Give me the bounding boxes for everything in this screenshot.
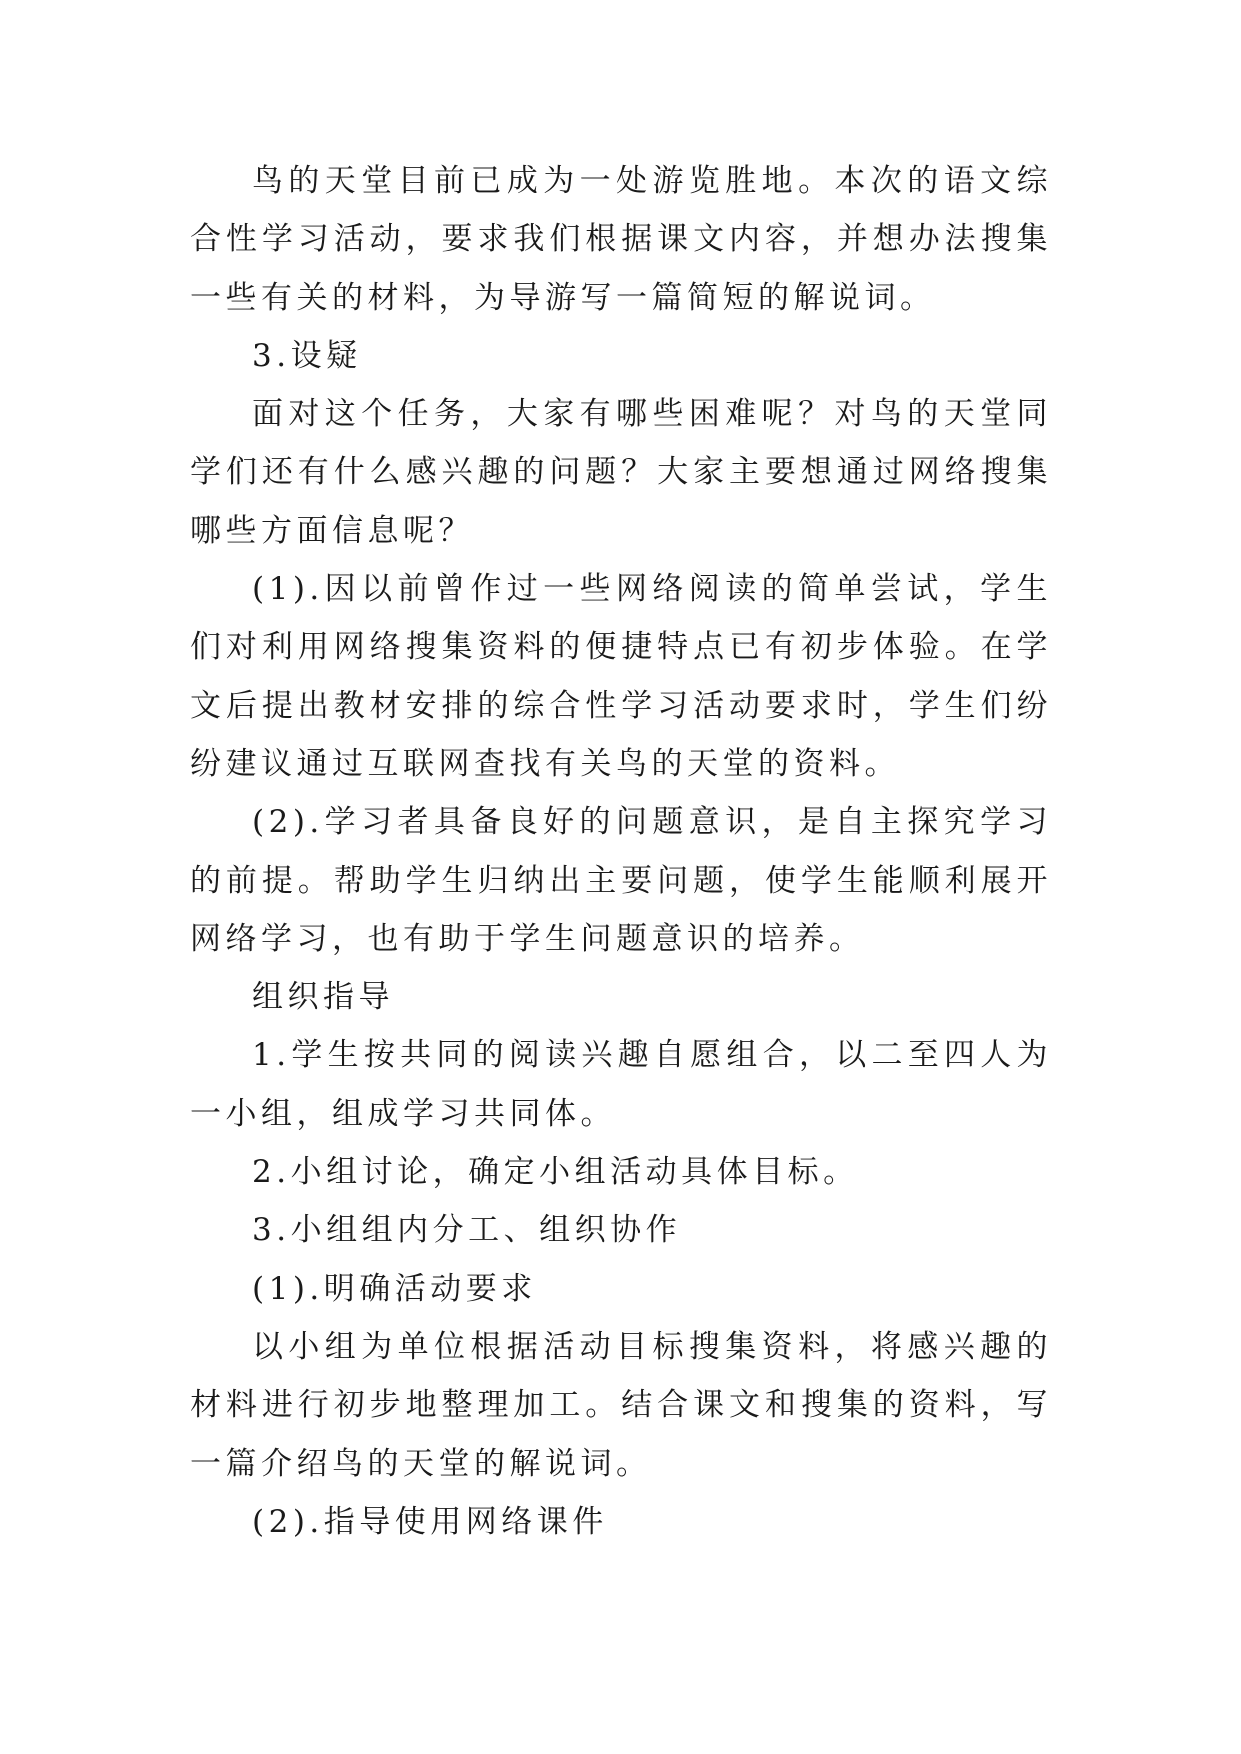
heading-guidance: 组织指导 — [252, 979, 394, 1016]
paragraph-requirements: 以小组为单位根据活动目标搜集资料，将感兴趣的材料进行初步地整理加工。结合课文和搜集的资料，写一篇介绍鸟的天堂的解说词。 — [190, 1328, 1052, 1482]
paragraph-step-2: 2.小组讨论，确定小组活动具体目标。 — [252, 1154, 859, 1191]
document-page — [190, 152, 1052, 1551]
paragraph-step-1: 1.学生按共同的阅读兴趣自愿组合，以二至四人为一小组，组成学习共同体。 — [190, 1037, 1052, 1132]
paragraph-step-3: 3.小组组内分工、组织协作 — [252, 1212, 682, 1249]
subheading-courseware: (2).指导使用网络课件 — [252, 1503, 608, 1540]
heading-question: 3.设疑 — [252, 337, 362, 374]
paragraph-intro: 鸟的天堂目前已成为一处游览胜地。本次的语文综合性学习活动，要求我们根据课文内容，并想办法搜集一些有关的材料，为导游写一篇简短的解说词。 — [190, 163, 1052, 316]
subheading-requirements: (1).明确活动要求 — [252, 1270, 537, 1307]
paragraph-point-1: (1).因以前曾作过一些网络阅读的简单尝试，学生们对利用网络搜集资料的便捷特点已有初步体验。在学文后提出教材安排的综合性学习活动要求时，学生们纷纷建议通过互联网查找有关鸟的天堂的资料。 — [190, 571, 1052, 782]
paragraph-questions: 面对这个任务，大家有哪些困难呢？对鸟的天堂同学们还有什么感兴趣的问题？大家主要想通过网络搜集哪些方面信息呢？ — [190, 396, 1052, 549]
paragraph-point-2: (2).学习者具备良好的问题意识，是自主探究学习的前提。帮助学生归纳出主要问题，使学生能顺利展开网络学习，也有助于学生问题意识的培养。 — [190, 804, 1052, 957]
